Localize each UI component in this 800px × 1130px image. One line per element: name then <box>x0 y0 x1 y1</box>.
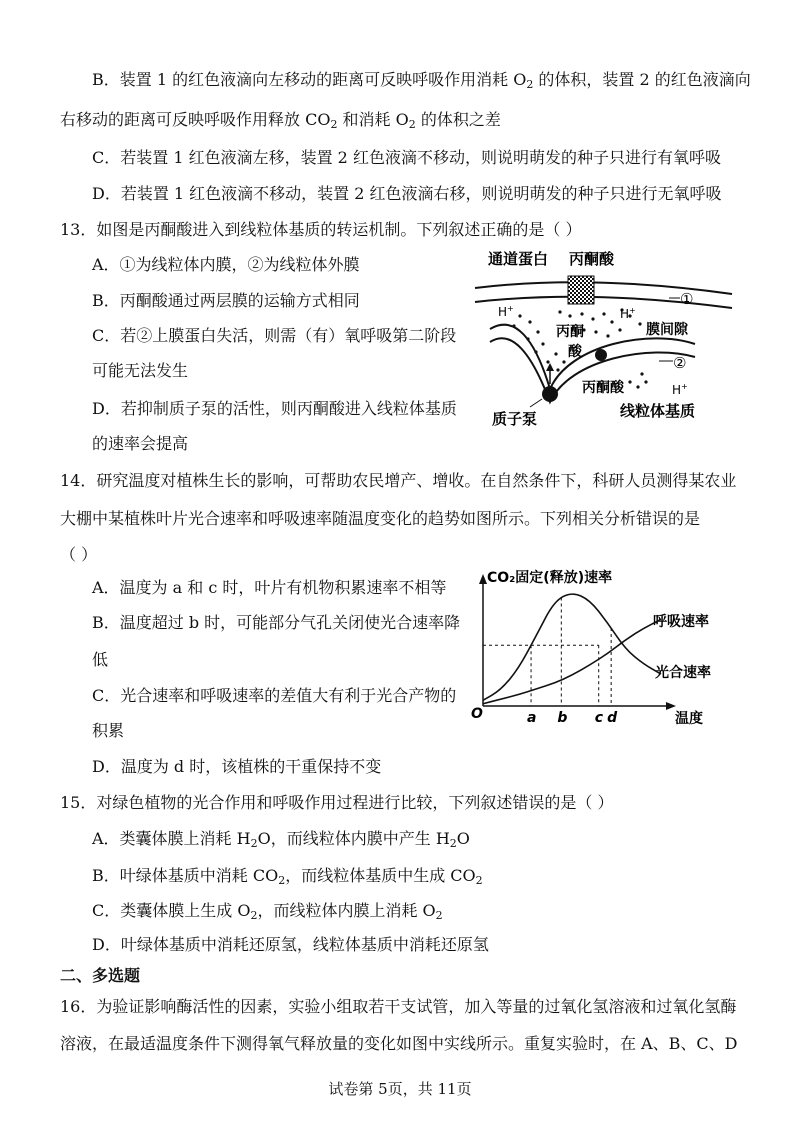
channel-protein-label: 通道蛋白 <box>488 250 549 268</box>
q14-stem-line3: （ ） <box>60 545 98 564</box>
q14-option-a: A．温度为 a 和 c 时，叶片有机物积累速率不相等 <box>92 578 447 597</box>
pyruvate-mid-label: 丙酮 <box>556 324 584 340</box>
q13-option-d-cont: 的速率会提高 <box>92 434 189 453</box>
q14-stem-line1: 14．研究温度对植株生长的影响，可帮助农民增产、增收。在自然条件下，科研人员测得某农业 <box>60 471 737 490</box>
q12-option-b: B．装置 1 的红色液滴向左移动的距离可反映呼吸作用消耗 $O_2$ 的体积，装置 2 的红色液滴向 <box>92 70 751 91</box>
q15-option-a: A．类囊体膜上消耗 $H_2O$，而线粒体内膜中产生 $H_2O$ <box>92 829 470 850</box>
q13-stem: 13．如图是丙酮酸进入到线粒体基质的转运机制。下列叙述正确的是（ ） <box>60 220 582 239</box>
q14-option-c-cont: 积累 <box>92 721 125 740</box>
q14-option-d: D．温度为 d 时，该植株的干重保持不变 <box>92 757 382 776</box>
q13-option-c: C．若②上膜蛋白失活，则需（有）氧呼吸第二阶段 <box>92 326 457 345</box>
q13-option-a: A．①为线粒体内膜，②为线粒体外膜 <box>92 255 360 274</box>
x-tick-b: b <box>557 710 568 726</box>
q13-option-d: D．若抑制质子泵的活性，则丙酮酸进入线粒体基质 <box>92 399 457 418</box>
q12-option-c: C．若装置 1 红色液滴左移，装置 2 红色液滴不移动，则说明萌发的种子只进行有氧呼吸 <box>92 148 721 167</box>
pump-label-line <box>530 399 542 407</box>
series-line-respiration <box>483 619 661 703</box>
h-plus-label-2: H+ <box>620 306 636 321</box>
channel-protein-shape <box>568 276 594 304</box>
q12-option-b-cont: 右移动的距离可反映呼吸作用释放 $CO_2$ 和消耗 $O_2$ 的体积之差 <box>60 110 501 131</box>
q14-option-b-cont: 低 <box>92 650 109 669</box>
x-tick-d: d <box>607 710 618 726</box>
pyruvate-mid-label-2: 酸 <box>568 344 582 360</box>
q15-option-c: C．类囊体膜上生成 $O_2$，而线粒体内膜上消耗 $O_2$ <box>92 901 443 922</box>
x-tick-c: c <box>594 710 604 726</box>
q13-option-b: B．丙酮酸通过两层膜的运输方式相同 <box>92 291 360 310</box>
x-axis-label: 温度 <box>675 711 703 727</box>
pyruvate-bottom-label: 丙酮酸 <box>582 380 624 396</box>
x-tick-a: a <box>527 710 537 726</box>
q15-option-b: B．叶绿体基质中消耗 $CO_2$，而线粒体基质中生成 $CO_2$ <box>92 866 483 887</box>
proton-pump-shape <box>542 386 558 402</box>
y-axis-label: CO₂固定(释放)速率 <box>487 570 613 586</box>
q12-option-d: D．若装置 1 红色液滴不移动，装置 2 红色液滴右移，则说明萌发的种子只进行无氧呼吸 <box>92 184 722 203</box>
page-footer: 试卷第 5页，共 11页 <box>328 1080 472 1098</box>
q16-stem-line1: 16．为验证影响酶活性的因素，实验小组取若干支试管，加入等量的过氧化氢溶液和过氧化氢酶 <box>60 997 737 1016</box>
h-plus-label-3: H+ <box>672 382 688 397</box>
y-axis-arrow <box>479 574 487 584</box>
x-axis-arrow <box>666 702 676 710</box>
rate-temperature-chart <box>465 560 735 735</box>
q14-option-b: B．温度超过 b 时，可能部分气孔关闭使光合速率降 <box>92 613 461 632</box>
photosynthesis-series-label: 光合速率 <box>655 665 711 681</box>
mitochondria-transport-figure <box>470 244 740 434</box>
q13-option-c-cont: 可能无法发生 <box>92 361 189 380</box>
matrix-label: 线粒体基质 <box>620 402 696 420</box>
origin-label: O <box>471 706 483 722</box>
series-line-photosynthesis <box>483 594 661 700</box>
q16-stem-line2: 溶液，在最适温度条件下测得氧气释放量的变化如图中实线所示。重复实验时，在 A、B、C、D <box>60 1034 738 1053</box>
proton-pump-label: 质子泵 <box>492 410 538 428</box>
membrane-2-label: ② <box>673 354 687 372</box>
respiration-series-label: 呼吸速率 <box>653 614 709 630</box>
h-plus-label-1: H+ <box>498 304 514 319</box>
intermembrane-space-label: 膜间隙 <box>646 322 688 338</box>
pyruvate-carrier-shape <box>595 349 607 361</box>
q15-stem: 15．对绿色植物的光合作用和呼吸作用过程进行比较，下列叙述错误的是（ ） <box>60 793 614 812</box>
q15-option-d: D．叶绿体基质中消耗还原氢，线粒体基质中消耗还原氢 <box>92 935 489 954</box>
section-multiple-choice-heading: 二、多选题 <box>60 966 141 985</box>
q14-stem-line2: 大棚中某植株叶片光合速率和呼吸速率随温度变化的趋势如图所示。下列相关分析错误的是 <box>60 509 701 528</box>
membrane-1-label: ① <box>680 290 694 308</box>
q14-option-c: C．光合速率和呼吸速率的差值大有利于光合产物的 <box>92 686 457 705</box>
pyruvate-top-label: 丙酮酸 <box>569 250 615 268</box>
